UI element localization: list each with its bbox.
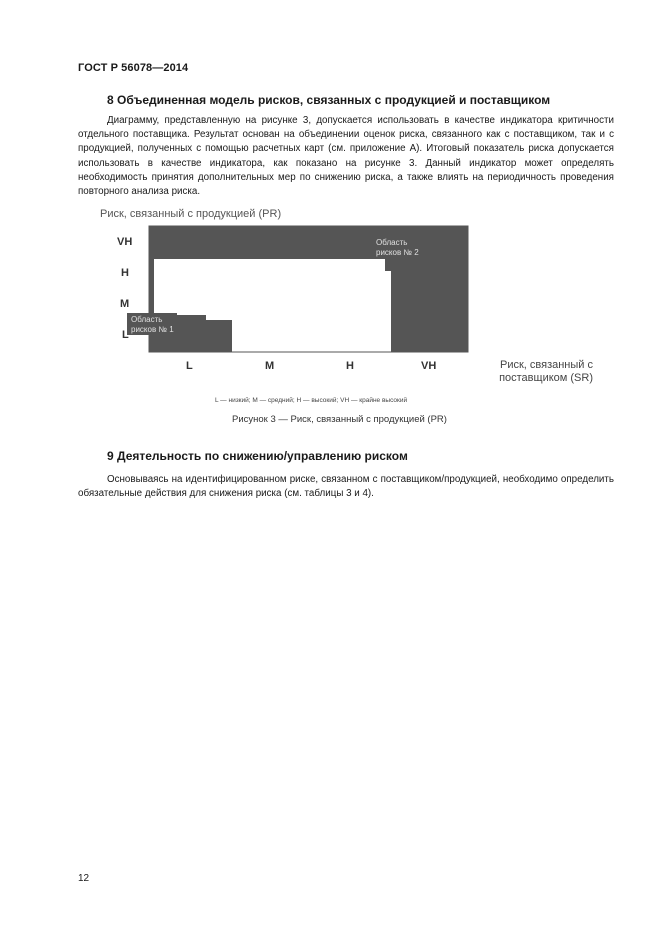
x-tick-m: M (265, 360, 275, 372)
page-number: 12 (78, 873, 90, 884)
y-tick-h: H (121, 267, 129, 279)
x-tick-l: L (186, 360, 193, 372)
y-tick-vh: VH (117, 236, 133, 248)
chart-y-axis-label: Риск, связанный с продукцией (PR) (100, 208, 282, 220)
region-lower-label-line2: рисков № 1 (131, 325, 174, 334)
region-upper-label-line2: рисков № 2 (376, 248, 419, 257)
y-tick-l: L (122, 329, 129, 341)
region-lower-label-line1: Область (131, 315, 163, 324)
y-tick-m: M (120, 298, 130, 310)
section-8-text: Диаграмму, представленную на рисунке 3, допускается использовать в качестве индикатора критичности отдельного поставщика. Результат основан на объединении оценок риска, связанного как с поставщиком, так и с продукцией, полученных с помощью расчетных карт (см. приложение А). Итоговый показатель риска допускается использовать в качестве индикатора, как показано на рисунке 3. Данный индикатор может определять необходимость принятия дополнительных мер по снижению риска, а также влиять на периодичность проведения повторного анализа риска. (78, 115, 614, 198)
section-9-heading: 9 Деятельность по снижению/управлению риском (107, 449, 408, 463)
x-tick-vh: VH (421, 360, 437, 372)
region-upper-label-line1: Область (376, 238, 408, 247)
chart-legend: L — низкий; М — средний; Н — высокий; VH — крайне высокий (215, 397, 408, 404)
chart-x-axis-label: Риск, связанный с поставщиком (SR) (499, 359, 593, 384)
section-9-paragraph (78, 473, 614, 501)
document-header: ГОСТ Р 56078—2014 (78, 62, 189, 74)
section-9-text: Основываясь на идентифицированном риске, связанном с поставщиком/продукцией, необходимо определить обязательные действия для снижения риска (см. таблицы 3 и 4). (78, 474, 614, 500)
x-tick-h: H (346, 360, 354, 372)
figure-caption: Рисунок 3 — Риск, связанный с продукцией (PR) (232, 414, 447, 425)
section-8-heading: 8 Объединенная модель рисков, связанных с продукцией и поставщиком (107, 93, 551, 107)
